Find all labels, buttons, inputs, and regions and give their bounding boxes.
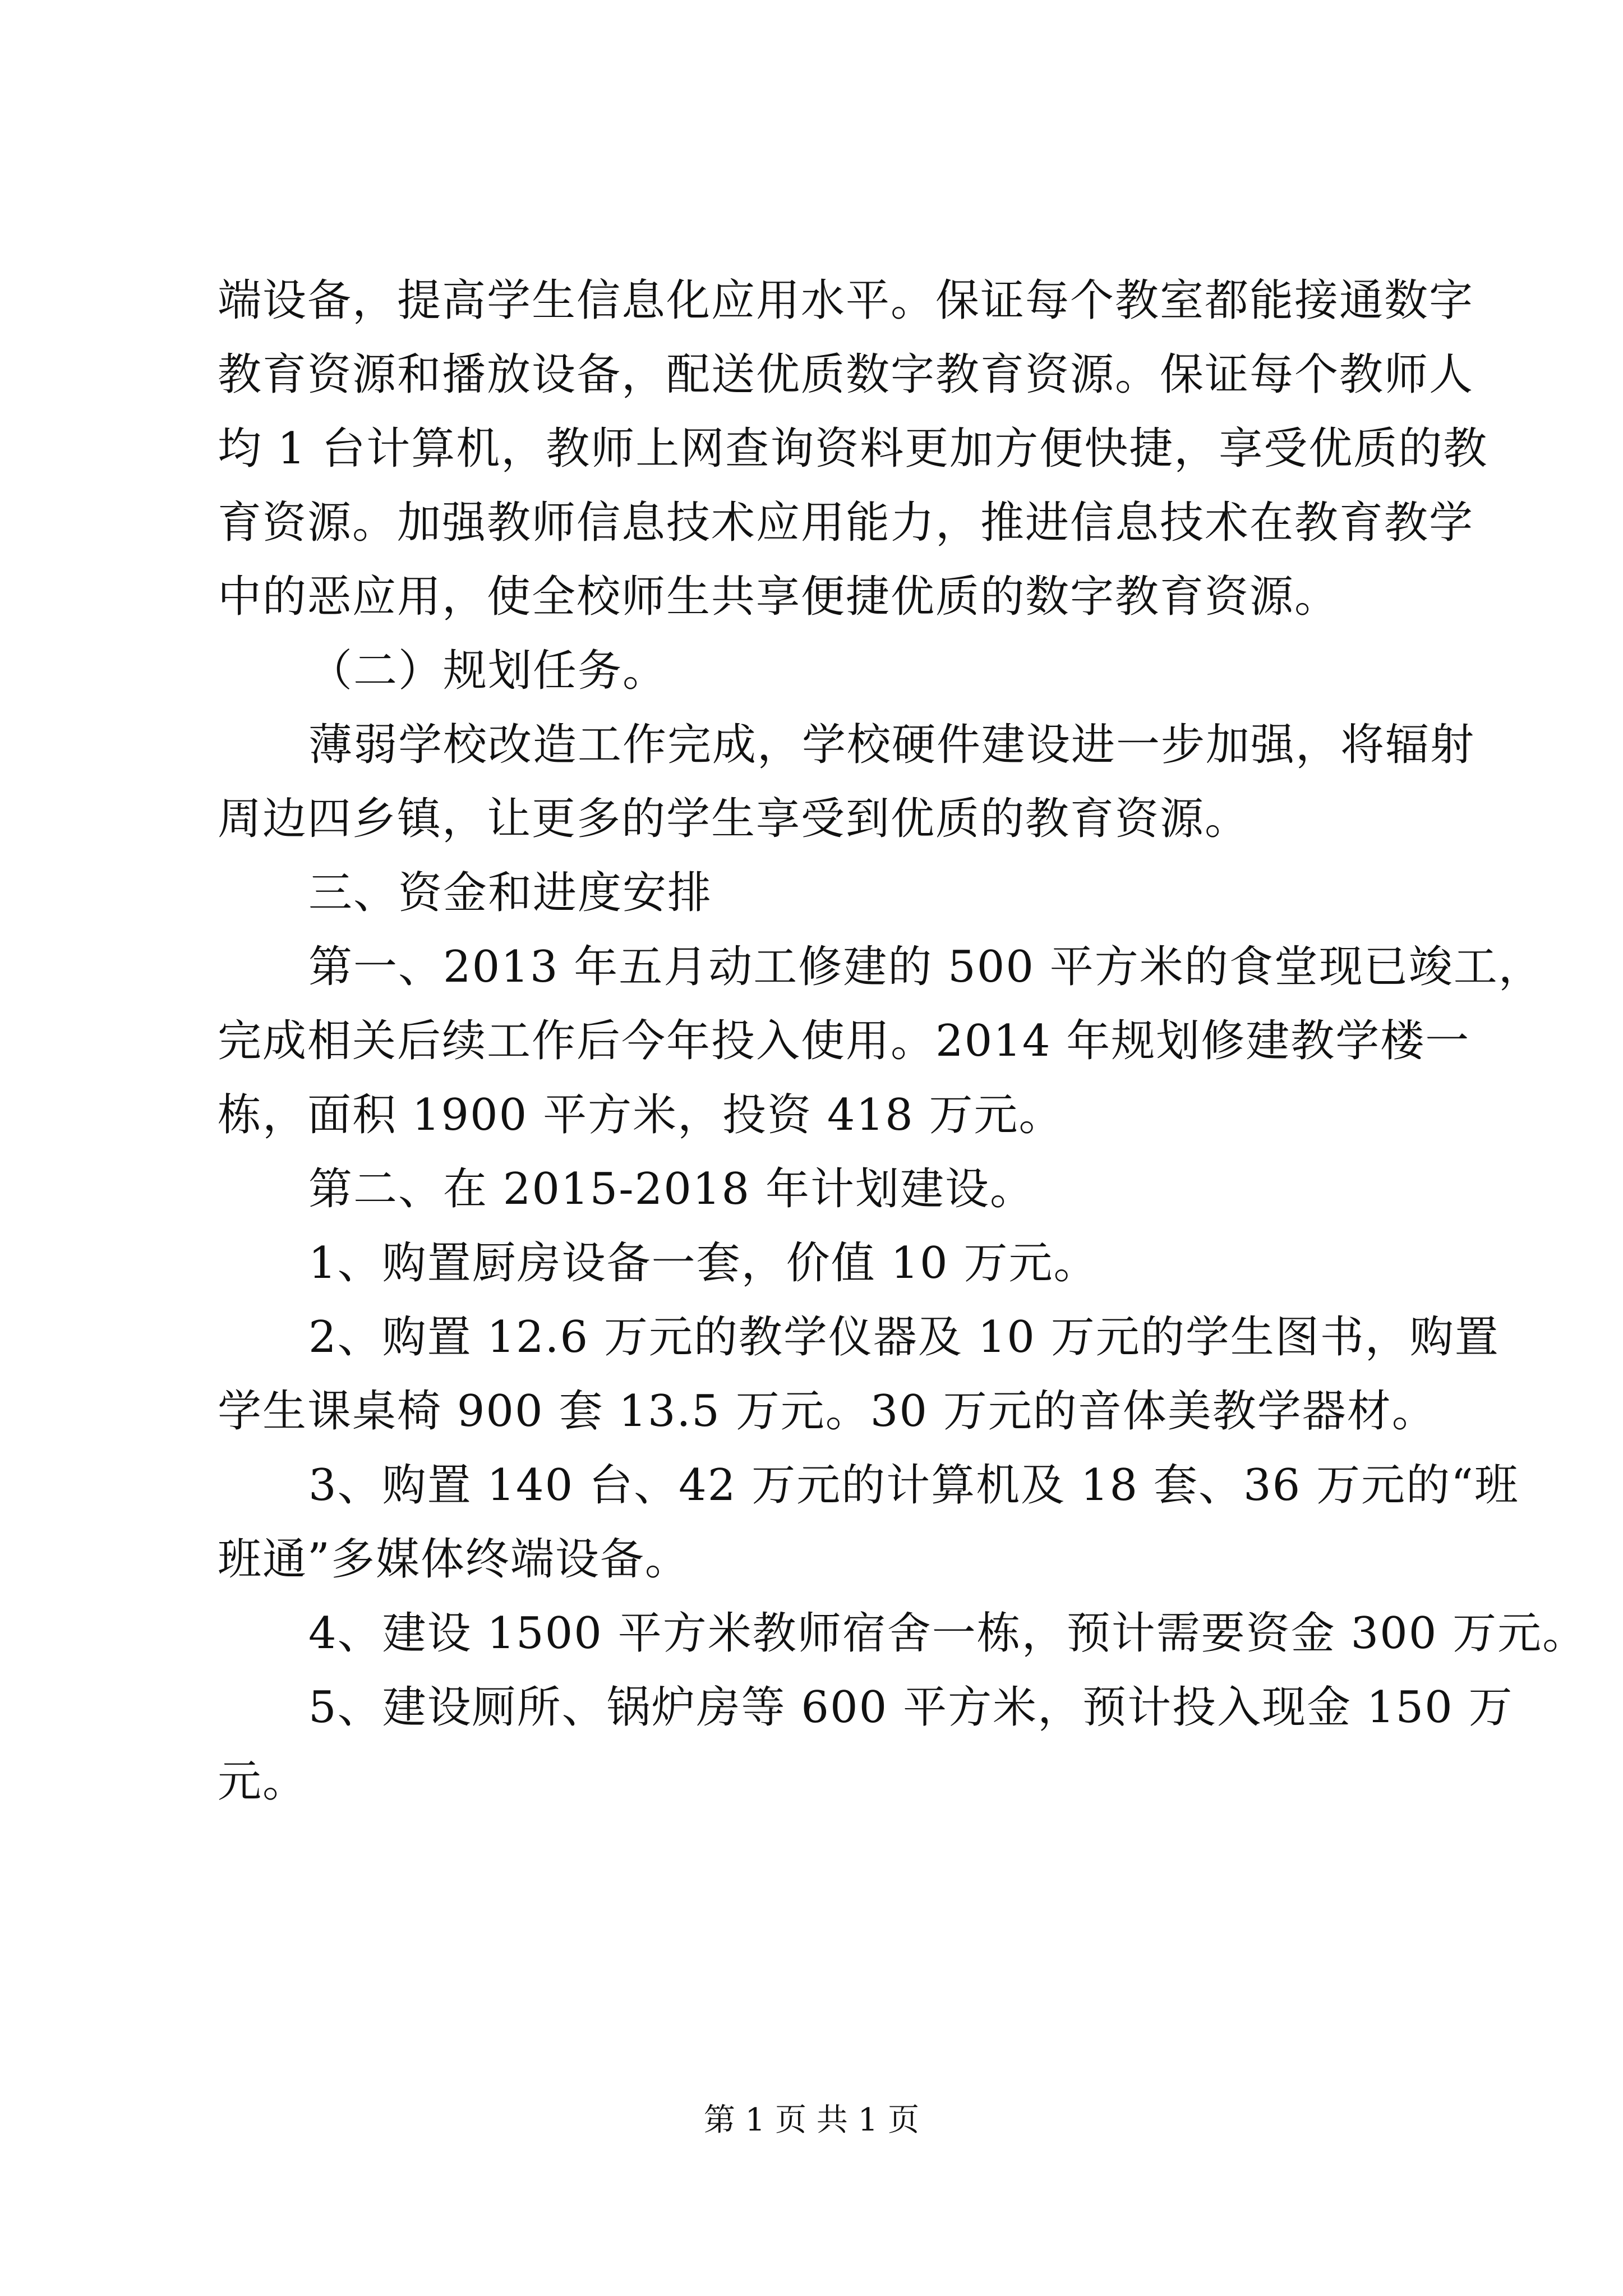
text-line-7: 薄弱学校改造工作完成，学校硬件建设进一步加强，将辐射 bbox=[308, 720, 1476, 770]
text-line-5: 中的恶应用，使全校师生共享便捷优质的数字教育资源。 bbox=[218, 572, 1340, 622]
list-item-3-continued: 班通”多媒体终端设备。 bbox=[218, 1534, 690, 1585]
text-line-1: 端设备，提高学生信息化应用水平。保证每个教室都能接通数字 bbox=[218, 275, 1474, 326]
document-body bbox=[218, 264, 1588, 1819]
text-line-3: 均 1 台计算机，教师上网查询资料更加方便快捷，享受优质的教 bbox=[218, 424, 1488, 474]
text-line-2: 教育资源和播放设备，配送优质数字教育资源。保证每个教师人 bbox=[218, 349, 1474, 400]
list-item-5: 5、建设厕所、锅炉房等 600 平方米，预计投入现金 150 万 bbox=[308, 1682, 1514, 1733]
text-line-4: 育资源。加强教师信息技术应用能力，推进信息技术在教育教学 bbox=[218, 498, 1474, 548]
text-line-10: 第一、2013 年五月动工修建的 500 平方米的食堂现已竣工， bbox=[308, 942, 1543, 992]
list-item-2-continued: 学生课桌椅 900 套 13.5 万元。30 万元的音体美教学器材。 bbox=[218, 1386, 1437, 1437]
text-line-8: 周边四乡镇，让更多的学生享受到优质的教育资源。 bbox=[218, 794, 1250, 844]
text-line-11: 完成相关后续工作后今年投入使用。2014 年规划修建教学楼一 bbox=[218, 1016, 1470, 1066]
list-item-2: 2、购置 12.6 万元的教学仪器及 10 万元的学生图书，购置 bbox=[308, 1312, 1500, 1363]
page-number-footer: 第 1 页 共 1 页 bbox=[703, 2102, 920, 2138]
list-item-4: 4、建设 1500 平方米教师宿舍一栋，预计需要资金 300 万元。 bbox=[308, 1608, 1588, 1659]
text-line-12: 栋，面积 1900 平方米，投资 418 万元。 bbox=[218, 1090, 1064, 1140]
text-line-13: 第二、在 2015-2018 年计划建设。 bbox=[308, 1164, 1035, 1214]
section-heading-planning-tasks: （二）规划任务。 bbox=[308, 646, 668, 696]
list-item-1: 1、购置厨房设备一套，价值 10 万元。 bbox=[308, 1238, 1099, 1289]
list-item-5-continued: 元。 bbox=[218, 1756, 308, 1807]
section-heading-funding: 三、资金和进度安排 bbox=[308, 868, 713, 918]
list-item-3: 3、购置 140 台、42 万元的计算机及 18 套、36 万元的“班 bbox=[308, 1460, 1519, 1511]
